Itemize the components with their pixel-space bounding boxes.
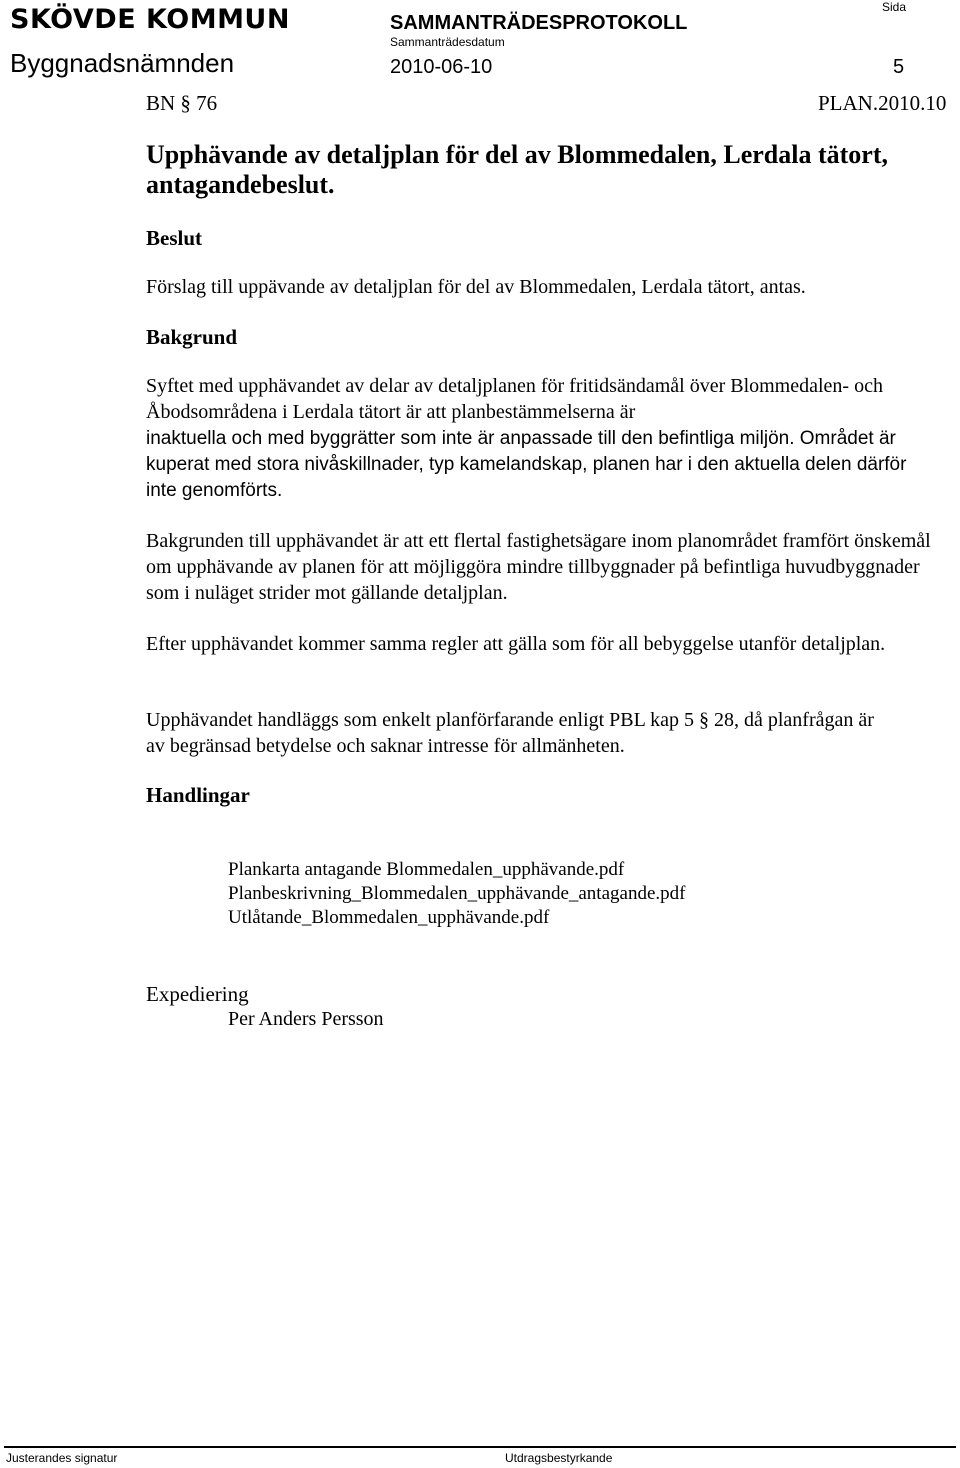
- case-number: PLAN.2010.10: [818, 91, 947, 115]
- page-label: Sida: [882, 0, 907, 14]
- meeting-date-label: Sammanträdesdatum: [390, 35, 505, 49]
- bakgrund-paragraph-3: Efter upphävandet kommer samma regler att gälla som för all bebyggelse utanför detaljplan.: [146, 633, 886, 655]
- beslut-text: Förslag till uppävande av detaljplan för del av Blommedalen, Lerdala tätort, antas.: [146, 276, 806, 298]
- case-title: [146, 140, 888, 200]
- footer-certification-label: Utdragsbestyrkande: [505, 1451, 613, 1465]
- case-title-line-1: Upphävande av detaljplan för del av Blommedalen, Lerdala tätort,: [146, 140, 888, 169]
- expediering-label: Expediering: [146, 982, 249, 1006]
- bakgrund-paragraph-1a: Syftet med upphävandet av delar av detaljplanen för fritidsändamål över Blommedalen- och Åbodsområdena i Lerdala tätort är att planbestämmelserna är: [146, 375, 883, 423]
- document-item: Utlåtande_Blommedalen_upphävande.pdf: [228, 907, 550, 928]
- handlingar-heading: Handlingar: [146, 783, 250, 807]
- document-item: Planbeskrivning_Blommedalen_upphävande_antagande.pdf: [228, 883, 686, 904]
- beslut-heading: Beslut: [146, 226, 203, 250]
- page-number: 5: [893, 56, 905, 78]
- footer-signature-label: Justerandes signatur: [6, 1451, 118, 1465]
- meeting-date: 2010-06-10: [390, 56, 493, 78]
- document-list: [228, 858, 685, 930]
- case-title-line-2: antagandebeslut.: [146, 170, 335, 199]
- bakgrund-paragraph-2: Bakgrunden till upphävandet är att ett flertal fastighetsägare inom planområdet framfört önskemål om upphävande av planen för att möjliggöra mindre tillbyggnader på befintliga huvudbyggnader som i nuläget strider mot gällande detaljplan.: [146, 530, 931, 604]
- bakgrund-heading: Bakgrund: [146, 325, 238, 349]
- protocol-title: SAMMANTRÄDESPROTOKOLL: [390, 12, 688, 34]
- bakgrund-paragraph-4: Upphävandet handläggs som enkelt planförfarande enligt PBL kap 5 § 28, då planfrågan är av begränsad betydelse och saknar intresse för allmänheten.: [146, 709, 874, 757]
- organization-name: SKÖVDE KOMMUN: [10, 4, 290, 35]
- paragraph-number: BN § 76: [146, 91, 218, 115]
- bakgrund-paragraph-1b: inaktuella och med byggrätter som inte är anpassade till den befintliga miljön. Området är kuperat med stora nivåskillnader, typ kamelandskap, planen har i den aktuella delen därför inte genomförts.: [146, 428, 907, 501]
- footer-divider: [4, 1446, 956, 1448]
- document-item: Plankarta antagande Blommedalen_upphävande.pdf: [228, 859, 625, 880]
- expediering-recipient: Per Anders Persson: [228, 1008, 384, 1030]
- board-name: Byggnadsnämnden: [10, 48, 235, 78]
